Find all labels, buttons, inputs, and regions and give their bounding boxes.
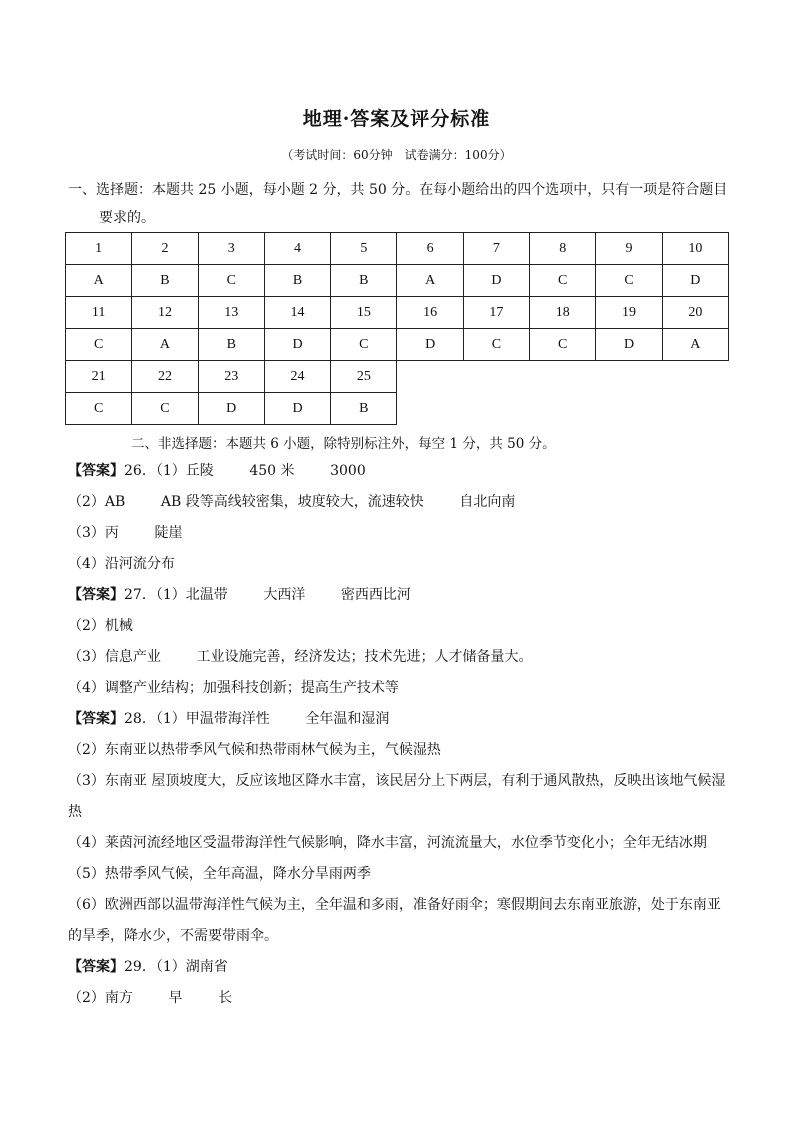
answer-line xyxy=(68,859,728,890)
answer-cell: C xyxy=(463,329,529,361)
empty-cell xyxy=(530,361,596,393)
answer-line xyxy=(68,735,728,766)
answer-cell: D xyxy=(264,393,330,425)
question-number-cell: 8 xyxy=(530,233,596,265)
answer-cell: D xyxy=(596,329,662,361)
answer-text: （5）热带季风气候，全年高温，降水分旱雨两季 xyxy=(68,866,371,882)
answer-tag: 【答案】 xyxy=(68,959,124,975)
answer-text: 27．（1）北温带 大西洋 密西西比河 xyxy=(124,587,411,603)
answer-cell: B xyxy=(132,265,198,297)
answer-text: （2）南方 早 长 xyxy=(68,990,233,1006)
question-number-cell: 13 xyxy=(198,297,264,329)
answer-cell: D xyxy=(463,265,529,297)
answer-line xyxy=(68,952,728,983)
answer-tag: 【答案】 xyxy=(68,587,124,603)
exam-info: （考试时间：60分钟 试卷满分：100分） xyxy=(281,148,512,162)
question-number-cell: 5 xyxy=(331,233,397,265)
answer-text: （4）调整产业结构；加强科技创新；提高生产技术等 xyxy=(68,680,399,696)
answer-cell: B xyxy=(331,393,397,425)
answer-cell: A xyxy=(397,265,463,297)
question-number-cell: 16 xyxy=(397,297,463,329)
answer-line xyxy=(68,828,728,859)
empty-cell xyxy=(397,393,463,425)
answer-line xyxy=(68,611,728,642)
empty-cell xyxy=(662,361,728,393)
answer-cell: C xyxy=(530,265,596,297)
question-number-cell: 18 xyxy=(530,297,596,329)
answer-cell: D xyxy=(264,329,330,361)
answer-text: （2）AB AB 段等高线较密集，坡度较大，流速较快 自北向南 xyxy=(68,494,516,510)
empty-cell xyxy=(463,361,529,393)
answer-cell: B xyxy=(198,329,264,361)
section1-heading-line1: 一、选择题：本题共 25 小题，每小题 2 分，共 50 分。在每小题给出的四个选项中，只有一项是符合题目 xyxy=(68,182,728,198)
answer-line xyxy=(68,890,728,952)
question-number-cell: 2 xyxy=(132,233,198,265)
question-number-cell: 22 xyxy=(132,361,198,393)
answer-cell: C xyxy=(66,329,132,361)
section1-heading-line2: 要求的。 xyxy=(99,210,155,226)
question-number-cell: 6 xyxy=(397,233,463,265)
answer-tag: 【答案】 xyxy=(68,711,124,727)
question-number-cell: 21 xyxy=(66,361,132,393)
empty-cell xyxy=(596,361,662,393)
answer-text: 26．（1）丘陵 450 米 3000 xyxy=(124,463,366,479)
question-number-cell: 15 xyxy=(331,297,397,329)
question-number-cell: 17 xyxy=(463,297,529,329)
answer-tag: 【答案】 xyxy=(68,463,124,479)
answer-cell: B xyxy=(331,265,397,297)
question-number-cell: 23 xyxy=(198,361,264,393)
answer-line xyxy=(68,580,728,611)
answer-text: （4）莱茵河流经地区受温带海洋性气候影响，降水丰富，河流流量大，水位季节变化小；全年无结冰期 xyxy=(68,835,707,851)
table-row xyxy=(66,265,729,297)
question-number-cell: 3 xyxy=(198,233,264,265)
table-row xyxy=(66,233,729,265)
answer-text: （4）沿河流分布 xyxy=(68,556,175,572)
answer-cell: D xyxy=(198,393,264,425)
answer-cell: D xyxy=(662,265,728,297)
answers-block xyxy=(68,456,728,1014)
question-number-cell: 14 xyxy=(264,297,330,329)
answer-cell: D xyxy=(397,329,463,361)
answer-cell: A xyxy=(132,329,198,361)
answer-text: 29．（1）湖南省 xyxy=(124,959,228,975)
question-number-cell: 12 xyxy=(132,297,198,329)
question-number-cell: 20 xyxy=(662,297,728,329)
answer-line xyxy=(68,704,728,735)
section1-heading xyxy=(68,176,733,232)
answer-line xyxy=(68,518,728,549)
answer-cell: B xyxy=(264,265,330,297)
answer-table xyxy=(65,232,729,425)
answer-cell: C xyxy=(331,329,397,361)
answer-line xyxy=(68,456,728,487)
question-number-cell: 25 xyxy=(331,361,397,393)
answer-text: （3）信息产业 工业设施完善，经济发达；技术先进；人才储备量大。 xyxy=(68,649,533,665)
answer-text: （2）东南亚以热带季风气候和热带雨林气候为主，气候湿热 xyxy=(68,742,441,758)
empty-cell xyxy=(463,393,529,425)
answer-cell: C xyxy=(198,265,264,297)
question-number-cell: 19 xyxy=(596,297,662,329)
section2-heading: 二、非选择题：本题共 6 小题，除特别标注外，每空 1 分，共 50 分。 xyxy=(131,436,556,452)
empty-cell xyxy=(662,393,728,425)
answer-cell: A xyxy=(662,329,728,361)
answer-text: （3）东南亚 屋顶坡度大，反应该地区降水丰富，该民居分上下两层，有利于通风散热，反映出该地气候湿热 xyxy=(68,773,726,820)
question-number-cell: 4 xyxy=(264,233,330,265)
answer-line xyxy=(68,983,728,1014)
page-title: 地理·答案及评分标准 xyxy=(302,108,491,130)
question-number-cell: 10 xyxy=(662,233,728,265)
table-row xyxy=(66,361,729,393)
answer-cell: A xyxy=(66,265,132,297)
answer-cell: C xyxy=(596,265,662,297)
empty-cell xyxy=(530,393,596,425)
answer-line xyxy=(68,766,728,828)
answer-text: （6）欧洲西部以温带海洋性气候为主，全年温和多雨，准备好雨伞；寒假期间去东南亚旅游，处于东南亚的旱季，降水少，不需要带雨伞。 xyxy=(68,897,721,944)
answer-line xyxy=(68,487,728,518)
question-number-cell: 11 xyxy=(66,297,132,329)
table-row xyxy=(66,393,729,425)
answer-text: （3）丙 陡崖 xyxy=(68,525,183,541)
answer-cell: C xyxy=(530,329,596,361)
question-number-cell: 7 xyxy=(463,233,529,265)
answer-cell: C xyxy=(132,393,198,425)
table-row xyxy=(66,329,729,361)
question-number-cell: 1 xyxy=(66,233,132,265)
answer-cell: C xyxy=(66,393,132,425)
question-number-cell: 24 xyxy=(264,361,330,393)
answer-text: 28．（1）甲温带海洋性 全年温和湿润 xyxy=(124,711,390,727)
answer-line xyxy=(68,642,728,673)
answer-line xyxy=(68,549,728,580)
answer-line xyxy=(68,673,728,704)
table-row xyxy=(66,297,729,329)
question-number-cell: 9 xyxy=(596,233,662,265)
empty-cell xyxy=(397,361,463,393)
answer-text: （2）机械 xyxy=(68,618,133,634)
empty-cell xyxy=(596,393,662,425)
